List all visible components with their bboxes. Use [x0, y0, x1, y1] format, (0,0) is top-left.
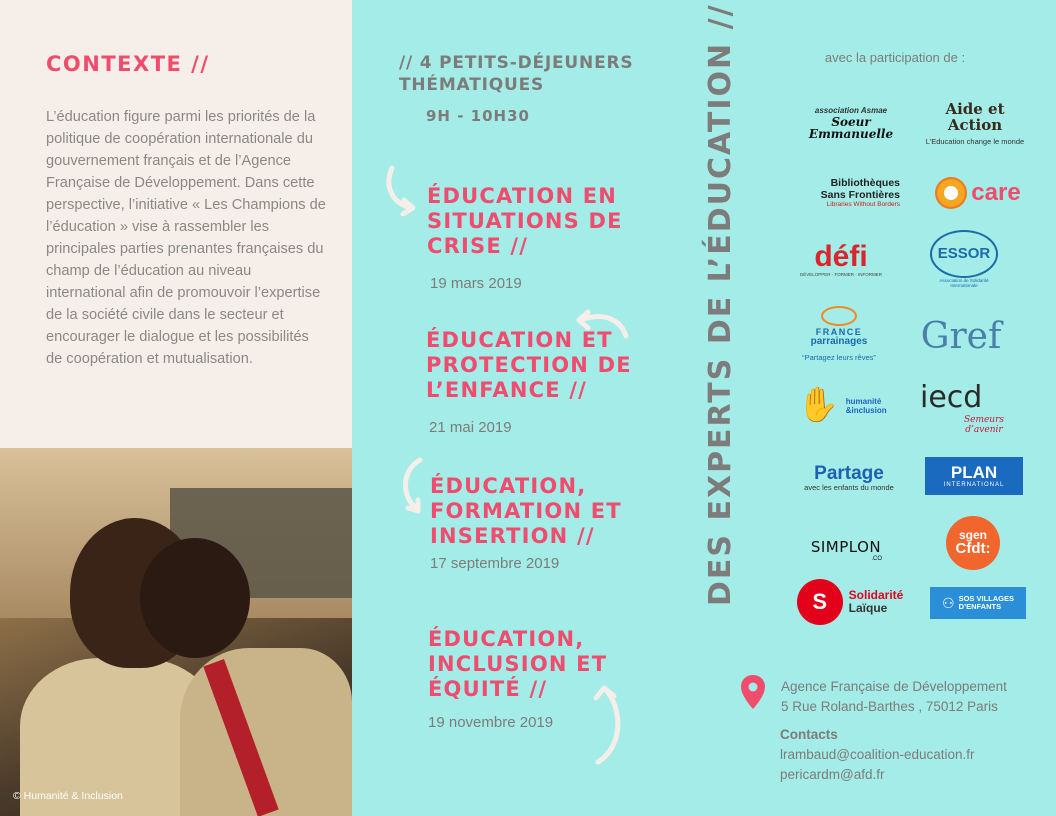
hi-text [846, 397, 887, 415]
logo-solidarite-laique [792, 578, 908, 626]
logo-asmae-line1: association Asmae [814, 106, 888, 116]
solidarite-laique-s-icon: S [797, 579, 843, 625]
logo-france-parrainages-line2: parrainages [810, 335, 868, 347]
logo-france-parrainages [796, 300, 882, 368]
vertical-title: DES EXPERTS DE L’ÉDUCATION // [703, 3, 738, 606]
care-flower-icon [935, 177, 967, 209]
logo-sos-line2: D’ENFANTS [958, 602, 1002, 611]
solidarite-laique-text [849, 589, 904, 614]
logo-simplon [800, 534, 892, 566]
logo-defi-tagline: DÉVELOPPER · FORMER · INFORMER [800, 272, 883, 278]
logo-france-parrainages-line3: “Partagez leurs rêves” [802, 353, 876, 363]
event-4-date: 19 novembre 2019 [428, 714, 554, 731]
logo-france-parrainages-line1: FRANCE [815, 326, 863, 337]
contact-email-2[interactable]: pericardm@afd.fr [780, 767, 885, 782]
series-title: // 4 PETITS-DÉJEUNERS THÉMATIQUES [399, 53, 634, 95]
address-line-1: Agence Française de Développement [781, 679, 1007, 694]
curved-arrow-icon [382, 164, 422, 216]
address-line-2: 5 Rue Roland-Barthes , 75012 Paris [781, 699, 998, 714]
event-2-date: 21 mai 2019 [429, 419, 512, 436]
logo-iecd [920, 379, 1020, 435]
logo-plan-international [925, 457, 1023, 495]
logo-humanite-inclusion [798, 380, 886, 432]
logo-partage [800, 456, 898, 500]
logo-asmae [800, 104, 902, 144]
logo-solidarite-line1: Solidarité [848, 588, 904, 603]
logo-aide-et-action-line1: Aide et Action [945, 100, 1005, 134]
logo-hi-line2: &inclusion [845, 406, 887, 415]
contacts-heading: Contacts [780, 727, 838, 742]
logo-sgen-cfdt [946, 516, 1000, 570]
logo-bsf-line1: Bibliothèques [830, 177, 900, 190]
logo-bsf-line2: Sans Frontières [820, 188, 900, 201]
photo-credit: © Humanité & Inclusion [13, 790, 123, 802]
logo-care-text: care [971, 179, 1021, 207]
children-photo [0, 448, 352, 816]
partners-label: avec la participation de : [824, 50, 966, 65]
logo-defi-text: défi [814, 239, 868, 273]
photo-child-head-right [140, 538, 250, 658]
logo-plan-tagline: INTERNATIONAL [943, 481, 1005, 488]
sos-text [959, 595, 1014, 611]
logo-iecd-tagline: Semeurs d’avenir [963, 414, 1005, 435]
logo-gref [920, 310, 1002, 362]
contact-email-1[interactable]: lrambaud@coalition-education.fr [780, 747, 975, 762]
context-panel [0, 0, 352, 448]
series-time: 9H - 10H30 [426, 107, 530, 125]
logo-aide-et-action-line2: L’Education change le monde [925, 136, 1025, 146]
logo-care [924, 174, 1032, 212]
logo-essor [926, 230, 1002, 288]
logo-simplon-tagline: .CO [871, 556, 882, 562]
sos-people-icon: ⚇ [942, 594, 955, 611]
context-title: CONTEXTE // [46, 52, 210, 76]
logo-bsf [780, 176, 900, 210]
curved-arrow-icon [396, 456, 430, 516]
logo-asmae-line2: Soeur Emmanuelle [808, 114, 894, 142]
event-1-title: ÉDUCATION EN SITUATIONS DE CRISE // [427, 184, 623, 258]
logo-aide-et-action [920, 102, 1030, 146]
logo-plan-text: PLAN [950, 463, 998, 483]
logo-iecd-text: iecd [920, 379, 983, 415]
hi-hand-icon: ✋ [797, 386, 840, 425]
event-4-title: ÉDUCATION, INCLUSION ET ÉQUITÉ // [428, 627, 608, 701]
location-pin-icon [740, 674, 766, 710]
logo-solidarite-line2: Laïque [848, 601, 888, 615]
logo-simplon-text: SIMPLON [810, 538, 882, 556]
event-1-date: 19 mars 2019 [430, 275, 522, 292]
logo-cfdt-text: Cfdt: [955, 540, 991, 558]
logo-sgen-text: sgen [958, 527, 987, 542]
events-column [352, 0, 702, 816]
address [781, 677, 1007, 717]
logo-essor-tagline: Association de Solidarité Internationale [939, 278, 989, 288]
context-body: L’éducation figure parmi les priorités de la politique de coopération internationale du gouvernement français et de l’Agence Française de Développement. Dans cette perspective, l’initiative « Les Champions de l’éducation » vise à rassembler les principales parties prenantes françaises du champ de l’éducation au niveau international afin de promouvoir l’expertise de la société civile dans le secteur et encourager le dialogue et les possibilités de coopération et mutualisation. [46, 109, 326, 367]
event-3-title: ÉDUCATION, FORMATION ET INSERTION // [430, 474, 622, 548]
logo-sos-line1: SOS VILLAGES [958, 594, 1014, 604]
logo-hi-line1: humanité [845, 397, 882, 406]
logo-gref-text: Gref [920, 315, 1002, 357]
logo-partage-text: Partage [814, 462, 884, 484]
logo-sos-villages [930, 587, 1026, 619]
event-3-date: 17 septembre 2019 [430, 555, 560, 572]
curved-arrow-icon [590, 682, 626, 768]
logo-partage-tagline: avec les enfants du monde [804, 483, 894, 493]
logo-essor-text: ESSOR [937, 245, 991, 263]
logo-defi [800, 236, 882, 282]
france-parrainages-heads-icon [821, 306, 857, 326]
logo-bsf-line3: Libraries Without Borders [826, 200, 900, 208]
essor-circle [930, 230, 998, 278]
event-2-title: ÉDUCATION ET PROTECTION DE L’ENFANCE // [426, 328, 632, 402]
